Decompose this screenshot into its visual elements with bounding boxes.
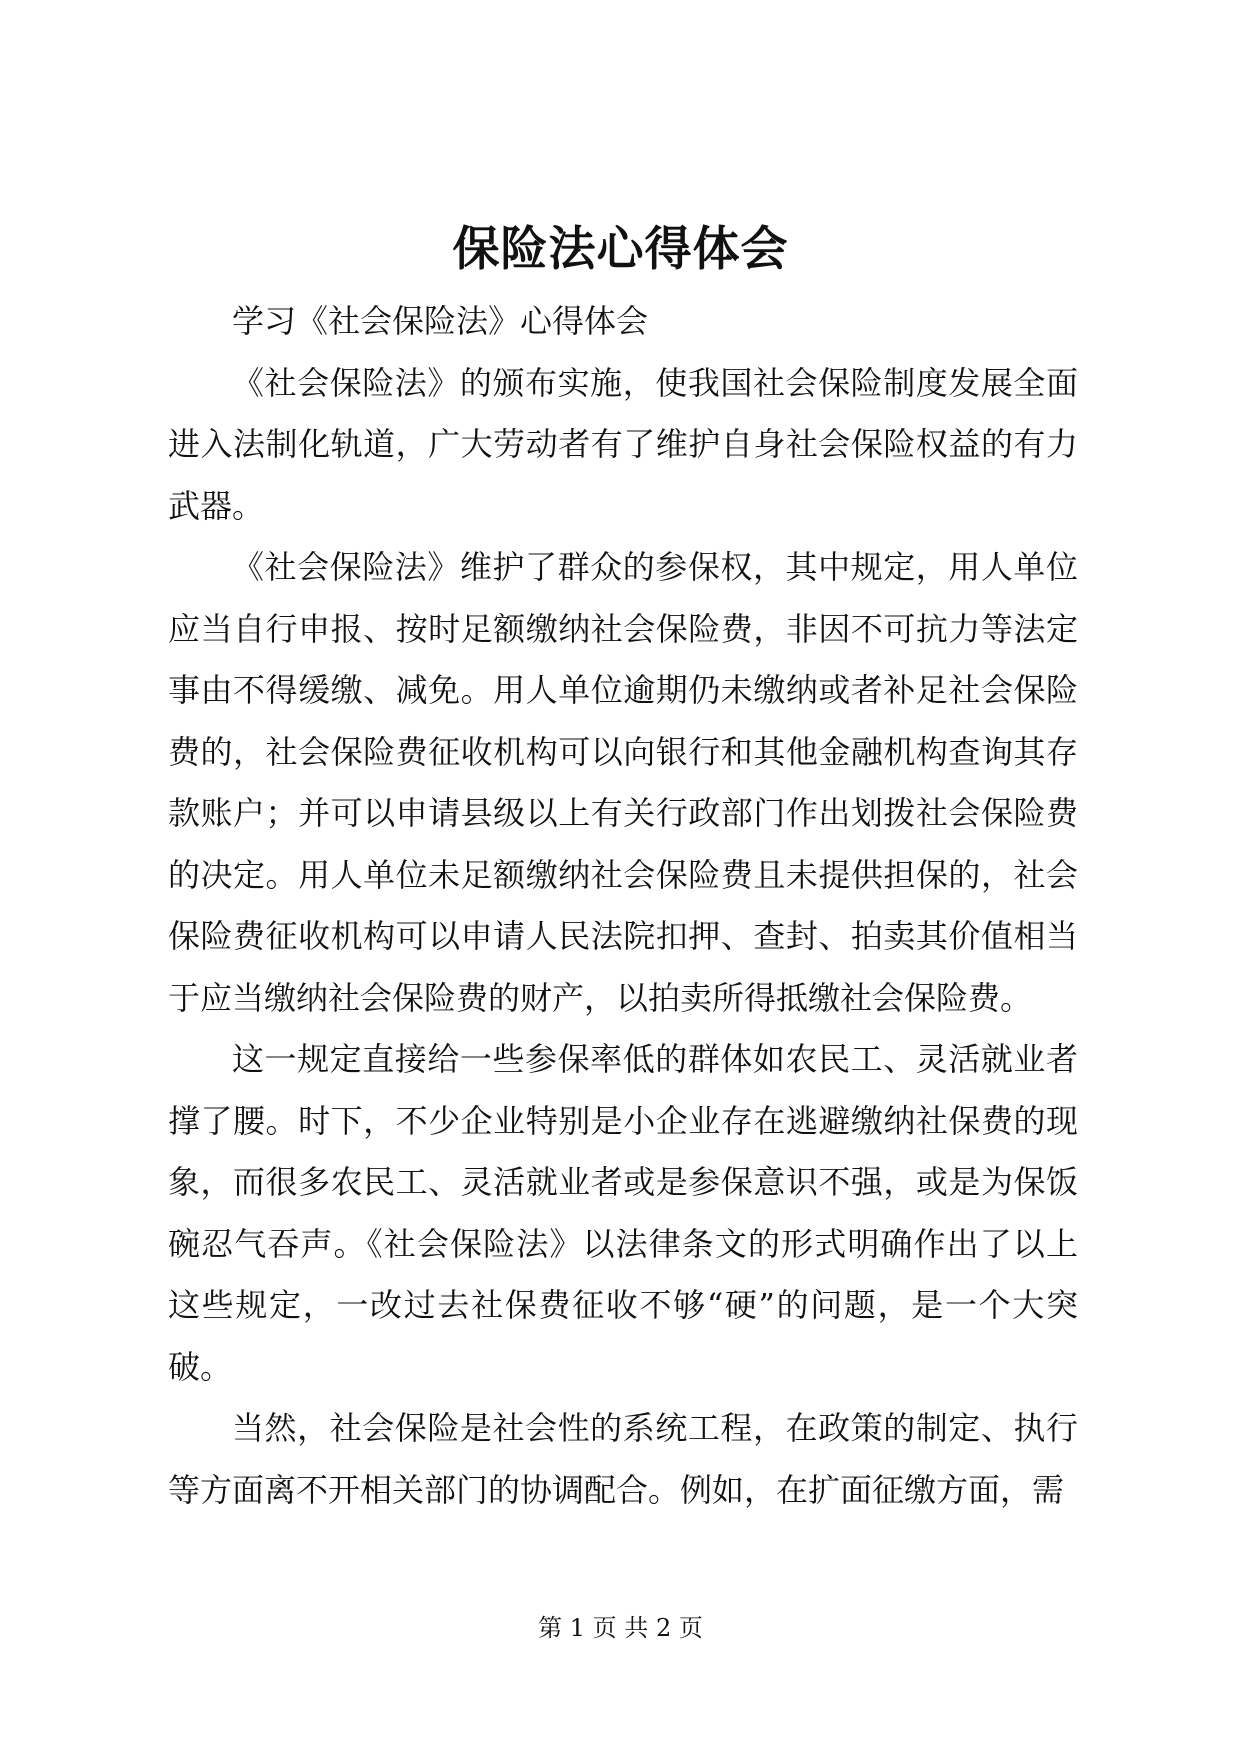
- document-body: [168, 291, 1078, 1521]
- page-footer: 第 1 页 共 2 页: [538, 1614, 703, 1642]
- body-paragraph: 《社会保险法》维护了群众的参保权，其中规定，用人单位应当自行申报、按时足额缴纳社会保险费，非因不可抗力等法定事由不得缓缴、减免。用人单位逾期仍未缴纳或者补足社会保险费的，社会保险费征收机构可以向银行和其他金融机构查询其存款账户；并可以申请县级以上有关行政部门作出划拨社会保险费的决定。用人单位未足额缴纳社会保险费且未提供担保的，社会保险费征收机构可以申请人民法院扣押、查封、拍卖其价值相当于应当缴纳社会保险费的财产，以拍卖所得抵缴社会保险费。: [168, 548, 1078, 1017]
- body-paragraph: 当然，社会保险是社会性的系统工程，在政策的制定、执行等方面离不开相关部门的协调配合。例如，在扩面征缴方面，需: [168, 1409, 1078, 1509]
- body-paragraph: 《社会保险法》的颁布实施，使我国社会保险制度发展全面进入法制化轨道，广大劳动者有了维护自身社会保险权益的有力武器。: [168, 363, 1078, 525]
- body-paragraph: 这一规定直接给一些参保率低的群体如农民工、灵活就业者撑了腰。时下，不少企业特别是小企业存在逃避缴纳社保费的现象，而很多农民工、灵活就业者或是参保意识不强，或是为保饭碗忍气吞声。《社会保险法》以法律条文的形式明确作出了以上这些规定，一改过去社保费征收不够“硬”的问题，是一个大突破。: [168, 1040, 1078, 1386]
- document-title: 保险法心得体会: [452, 222, 789, 277]
- subtitle-paragraph: 学习《社会保险法》心得体会: [232, 302, 649, 340]
